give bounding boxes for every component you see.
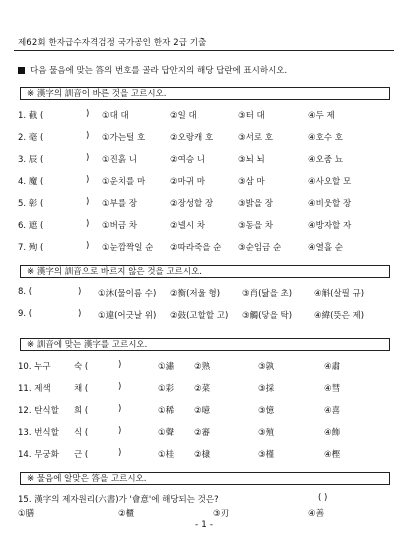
option-4: ④善	[308, 509, 325, 519]
exam-header: 제62회 한자급수자격검정 국가공인 한자 2급 기출	[18, 38, 207, 48]
cell-5: ④두 제	[308, 111, 335, 121]
cell-3: ①彩	[158, 384, 175, 394]
question-15-paren: ( )	[318, 493, 328, 503]
cell-3: ②넬시 차	[170, 221, 205, 231]
question-row	[18, 360, 396, 372]
instruction-text: 다음 물음에 맞는 答의 번호를 골라 답안지의 해당 답란에 표시하시오.	[30, 66, 288, 76]
cell-5: ③槿	[258, 450, 275, 460]
cell-2: )	[118, 426, 122, 436]
question-stem: 5. 彰 (	[18, 199, 44, 209]
cell-3: ②마귀 마	[170, 177, 205, 187]
section-4-title-box: ※ 물음에 알맞은 答을 고르시오.	[20, 472, 390, 485]
cell-6: ④喜	[324, 406, 341, 416]
cell-4: ③肖(닮을 초)	[242, 289, 293, 299]
cell-6: ④彗	[324, 384, 341, 394]
cell-3: ①潚	[158, 362, 175, 372]
question-15-text: 15. 漢字의 제자원리(六書)가 '會意'에 해당되는 것은?	[18, 495, 219, 505]
cell-1: )	[86, 241, 90, 251]
option-1: ①膳	[18, 509, 35, 519]
question-stem: 9. (	[18, 309, 33, 319]
cell-4: ②熟	[194, 362, 211, 372]
question-15	[18, 493, 396, 505]
cell-5: ④오줌 뇨	[308, 155, 343, 165]
question-row	[18, 382, 396, 394]
question-row	[18, 426, 396, 438]
cell-3: ②일 대	[170, 111, 197, 121]
question-row	[18, 197, 396, 209]
cell-3: ①稀	[158, 406, 175, 416]
cell-5: ③孰	[258, 362, 275, 372]
cell-4: ②菜	[194, 384, 211, 394]
cell-5: ④열흘 순	[308, 243, 343, 253]
question-stem: 8. (	[18, 287, 33, 297]
cell-4: ③觸(닿을 탁)	[242, 311, 293, 321]
cell-2: ①진흙 니	[102, 155, 137, 165]
cell-1: )	[86, 175, 90, 185]
cell-5: ④비웃할 장	[308, 199, 352, 209]
page-number: - 1 -	[195, 520, 213, 530]
square-bullet-icon	[18, 67, 25, 74]
question-row	[18, 219, 396, 231]
cell-2: )	[118, 360, 122, 370]
section-1-title-box: ※ 漢字의 訓音이 바른 것을 고르시오.	[20, 87, 390, 100]
cell-2: )	[118, 382, 122, 392]
cell-1: )	[86, 109, 90, 119]
question-stem: 3. 辰 (	[18, 155, 44, 165]
cell-1: 근 (	[74, 450, 89, 460]
option-3: ③刃	[213, 509, 230, 519]
cell-5: ④호수 호	[308, 133, 343, 143]
cell-4: ②噫	[194, 406, 211, 416]
cell-6: ④樫	[324, 450, 341, 460]
cell-5: ④사오할 모	[308, 177, 352, 187]
question-row	[18, 109, 396, 121]
cell-1: )	[78, 287, 82, 297]
cell-4: ③순임금 순	[238, 243, 282, 253]
question-stem: 13. 번식할	[18, 428, 59, 438]
cell-5: ④방자할 자	[308, 221, 352, 231]
cell-3: ①桂	[158, 450, 175, 460]
cell-3: ②여승 니	[170, 155, 205, 165]
cell-3: ①聲	[158, 428, 175, 438]
cell-4: ③터 대	[238, 111, 265, 121]
instruction-line	[18, 64, 287, 76]
cell-4: ②審	[194, 428, 211, 438]
option-2: ②櫃	[118, 509, 135, 519]
question-stem: 12. 탄식할	[18, 406, 59, 416]
cell-3: ②오랑캐 호	[170, 133, 214, 143]
cell-2: ①부를 장	[102, 199, 137, 209]
cell-3: ②따라죽을 순	[170, 243, 222, 253]
cell-5: ④緯(뜻은 제)	[314, 311, 365, 321]
cell-1: 숙 (	[74, 362, 89, 372]
cell-2: ①눈깜짝일 순	[102, 243, 154, 253]
cell-5: ④斛(살필 규)	[314, 289, 365, 299]
question-stem: 1. 截 (	[18, 111, 44, 121]
cell-2: ①가는털 호	[102, 133, 146, 143]
cell-2: )	[118, 404, 122, 414]
cell-4: ②棣	[194, 450, 211, 460]
cell-1: )	[86, 219, 90, 229]
question-stem: 6. 遮 (	[18, 221, 44, 231]
cell-1: 식 (	[74, 428, 89, 438]
question-stem: 2. 毫 (	[18, 133, 44, 143]
question-15-options	[18, 507, 396, 519]
question-row	[18, 153, 396, 165]
cell-2: )	[118, 448, 122, 458]
question-stem: 4. 魔 (	[18, 177, 44, 187]
cell-4: ③삼 마	[238, 177, 265, 187]
cell-3: ②衡(저울 형)	[170, 289, 221, 299]
cell-4: ③뇌 뇌	[238, 155, 265, 165]
cell-4: ③서로 호	[238, 133, 273, 143]
cell-3: ②鼓(고할할 고)	[170, 311, 229, 321]
question-row	[18, 404, 396, 416]
question-stem: 7. 殉 (	[18, 243, 44, 253]
cell-1: )	[86, 131, 90, 141]
question-row	[18, 131, 396, 143]
cell-1: 희 (	[74, 406, 89, 416]
cell-1: 채 (	[74, 384, 89, 394]
section-3-title-box: ※ 訓音에 맞는 漢字를 고르시오.	[20, 338, 390, 351]
cell-4: ③동을 차	[238, 221, 273, 231]
section-2-title-box: ※ 漢字의 訓音으로 바르지 않은 것을 고르시오.	[20, 265, 390, 278]
cell-1: )	[86, 197, 90, 207]
question-stem: 10. 누구	[18, 362, 51, 372]
question-stem: 11. 제색	[18, 384, 51, 394]
cell-1: )	[86, 153, 90, 163]
question-row	[18, 175, 396, 187]
cell-2: ①違(어긋날 위)	[98, 311, 157, 321]
cell-5: ③憶	[258, 406, 275, 416]
cell-6: ④肅	[324, 362, 341, 372]
question-row	[18, 448, 396, 460]
cell-5: ③採	[258, 384, 275, 394]
header-rule	[14, 50, 394, 51]
cell-2: ①沐(물이름 수)	[98, 289, 157, 299]
cell-1: )	[78, 309, 82, 319]
question-row	[18, 309, 396, 321]
cell-6: ④飾	[324, 428, 341, 438]
cell-2: ①버금 차	[102, 221, 137, 231]
cell-2: ①운치를 마	[102, 177, 146, 187]
question-row	[18, 287, 396, 299]
cell-3: ②장성할 장	[170, 199, 214, 209]
question-row	[18, 241, 396, 253]
cell-4: ③밝을 장	[238, 199, 273, 209]
cell-5: ③殖	[258, 428, 275, 438]
question-stem: 14. 무궁화	[18, 450, 59, 460]
cell-2: ①대 대	[102, 111, 129, 121]
